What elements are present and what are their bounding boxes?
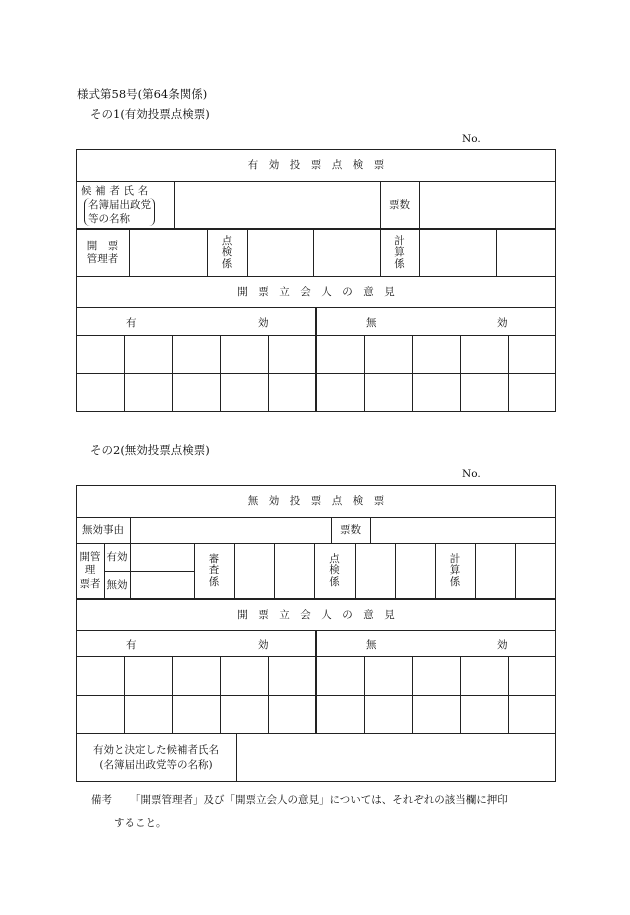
reviewer-label: 審 査 係 bbox=[208, 552, 220, 588]
manager-invalid-label: 無効 bbox=[106, 578, 128, 591]
table2-valid-label-2: 効 bbox=[258, 639, 269, 651]
table2-inspector-label: 点 検 係 bbox=[329, 552, 340, 588]
decided-candidate-label: 有効と決定した候補者氏名 (名簿届出政党等の名称) bbox=[93, 743, 219, 771]
note-text-line2: すること。 bbox=[114, 817, 167, 829]
calculator-label: 計 算 係 bbox=[394, 234, 405, 270]
invalid-label-1: 無 bbox=[366, 317, 377, 329]
counting-manager-label: 開 票 管理者 bbox=[86, 240, 119, 265]
party-name-label: 名簿届出政党 等の名称 bbox=[84, 198, 155, 226]
table2-calculator-label: 計 算 係 bbox=[449, 552, 461, 588]
manager-valid-label: 有効 bbox=[106, 551, 128, 564]
part2-number-label: No. bbox=[462, 468, 481, 480]
inspector-label: 点 検 係 bbox=[221, 234, 233, 270]
candidate-name-label: 候補者氏名 bbox=[81, 185, 152, 197]
witness-opinion-label: 開 票 立 会 人 の 意 見 bbox=[237, 285, 395, 298]
part1-subtitle: その1(有効投票点検票) bbox=[90, 107, 210, 121]
table2-witness-opinion-label: 開 票 立 会 人 の 意 見 bbox=[237, 608, 395, 621]
table2-invalid-label-1: 無 bbox=[366, 639, 377, 651]
table2-counting-manager-label: 開管 理 票者 bbox=[79, 551, 101, 590]
note-label: 備考 bbox=[91, 794, 112, 806]
table2-invalid-label-2: 効 bbox=[497, 639, 508, 651]
form-id: 様式第58号(第64条関係) bbox=[77, 87, 208, 101]
valid-label-2: 効 bbox=[258, 317, 269, 329]
table2-valid-label-1: 有 bbox=[126, 639, 137, 651]
note-text-line1: 「開票管理者」及び「開票立会人の意見」については、それぞれの該当欄に押印 bbox=[130, 794, 508, 806]
part2-subtitle: その2(無効投票点検票) bbox=[90, 443, 210, 457]
table2-vote-count-label: 票数 bbox=[340, 524, 361, 537]
vote-count-label: 票数 bbox=[389, 198, 410, 211]
invalid-label-2: 効 bbox=[497, 317, 508, 329]
valid-label-1: 有 bbox=[126, 317, 137, 329]
table2-title: 無 効 投 票 点 検 票 bbox=[247, 495, 385, 508]
table1-title: 有 効 投 票 点 検 票 bbox=[247, 159, 385, 172]
invalid-reason-label: 無効事由 bbox=[82, 524, 124, 537]
part1-number-label: No. bbox=[462, 133, 481, 145]
